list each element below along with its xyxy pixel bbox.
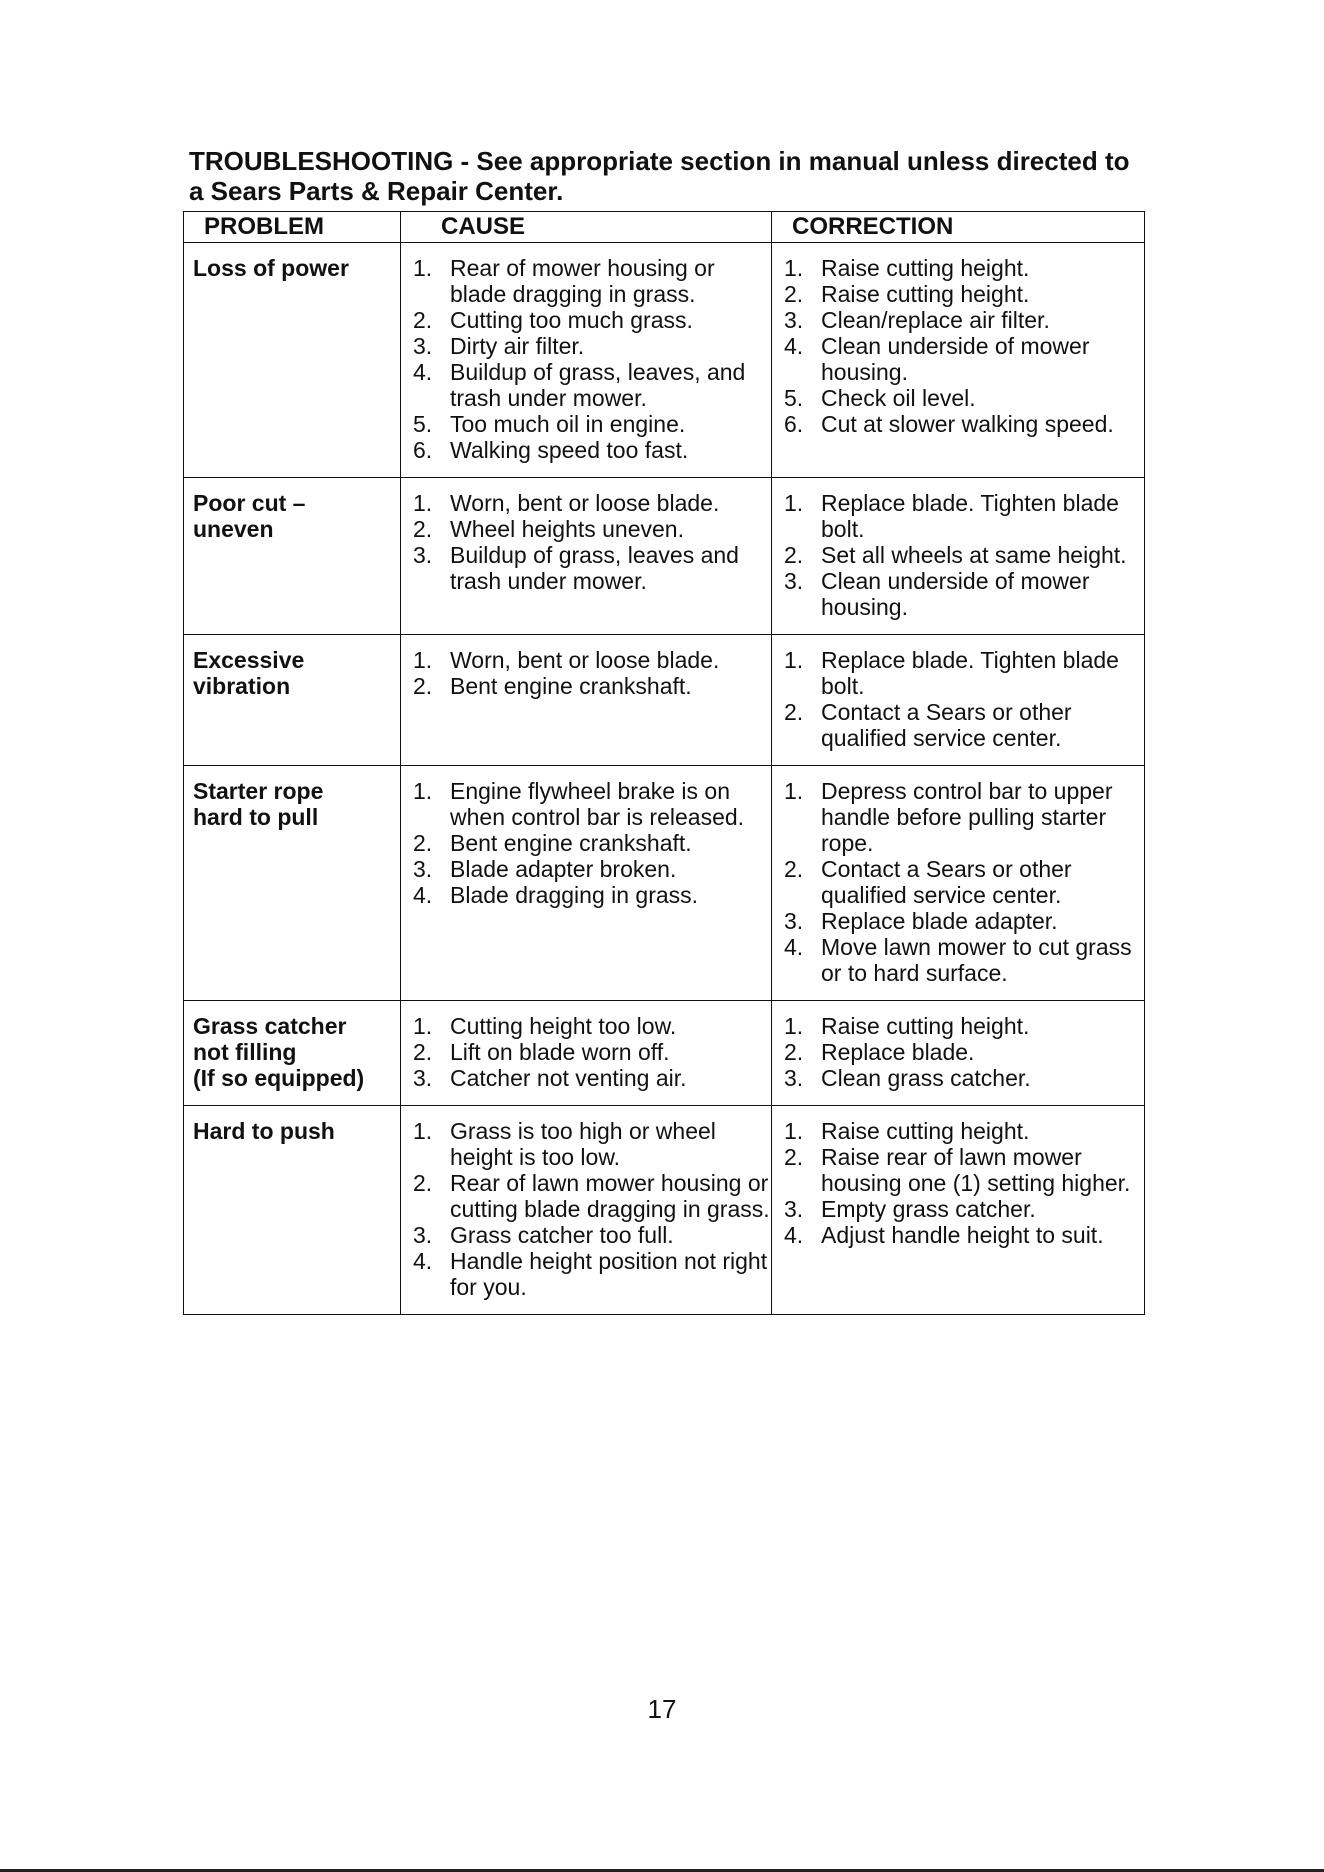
correction-item-text: Replace blade. Tighten blade bolt. bbox=[821, 490, 1119, 542]
problem-label: Grass catcher not filling (If so equipped) bbox=[193, 1013, 365, 1091]
correction-item bbox=[781, 385, 1144, 411]
correction-item bbox=[781, 490, 1144, 542]
correction-item-text: Adjust handle height to suit. bbox=[821, 1222, 1104, 1248]
correction-item bbox=[781, 568, 1144, 620]
cause-item bbox=[410, 673, 771, 699]
problem-label: Hard to push bbox=[193, 1118, 335, 1144]
correction-item-text: Empty grass catcher. bbox=[821, 1196, 1036, 1222]
correction-item-number: 2. bbox=[784, 1039, 804, 1065]
cause-item-text: Blade dragging in grass. bbox=[450, 882, 699, 908]
correction-item-text: Replace blade. Tighten blade bolt. bbox=[821, 647, 1119, 699]
cause-item bbox=[410, 359, 771, 411]
correction-item-text: Clean grass catcher. bbox=[821, 1065, 1031, 1091]
correction-item-text: Raise cutting height. bbox=[821, 1013, 1030, 1039]
correction-item-number: 3. bbox=[784, 1196, 804, 1222]
cause-item-text: Engine flywheel brake is on when control bar is released. bbox=[450, 778, 745, 830]
correction-item-number: 4. bbox=[784, 1222, 804, 1248]
correction-item-number: 1. bbox=[784, 1118, 804, 1144]
problem-cell bbox=[184, 478, 401, 635]
cause-item-number: 2. bbox=[413, 830, 433, 856]
cause-item-number: 1. bbox=[413, 255, 433, 281]
problem-label: Loss of power bbox=[193, 255, 349, 281]
correction-item bbox=[781, 1222, 1144, 1248]
table-body bbox=[184, 243, 1145, 1315]
cause-item-number: 1. bbox=[413, 647, 433, 673]
correction-item bbox=[781, 856, 1144, 908]
page-number: 17 bbox=[647, 1694, 677, 1724]
cause-item-text: Buildup of grass, leaves, and trash under mower. bbox=[450, 359, 746, 411]
cause-item-number: 3. bbox=[413, 856, 433, 882]
header-cause: CAUSE bbox=[401, 212, 772, 243]
cause-item-text: Handle height position not right for you. bbox=[450, 1248, 768, 1300]
cause-item-number: 4. bbox=[413, 1248, 433, 1274]
cause-item-number: 6. bbox=[413, 437, 433, 463]
table-header-row bbox=[184, 212, 1145, 243]
cause-item-number: 2. bbox=[413, 516, 433, 542]
cause-item bbox=[410, 307, 771, 333]
cause-item-text: Grass catcher too full. bbox=[450, 1222, 674, 1248]
cause-cell bbox=[401, 243, 772, 478]
correction-item-text: Move lawn mower to cut grass or to hard surface. bbox=[821, 934, 1132, 986]
table-row bbox=[184, 766, 1145, 1001]
correction-cell bbox=[772, 243, 1145, 478]
cause-item bbox=[410, 1118, 771, 1170]
cause-item bbox=[410, 1222, 771, 1248]
cause-item-text: Cutting too much grass. bbox=[450, 307, 693, 333]
correction-item bbox=[781, 542, 1144, 568]
table-row bbox=[184, 1106, 1145, 1315]
cause-item-number: 1. bbox=[413, 1118, 433, 1144]
problem-cell bbox=[184, 1106, 401, 1315]
correction-item-text: Check oil level. bbox=[821, 385, 976, 411]
correction-item bbox=[781, 1013, 1144, 1039]
cause-item-number: 3. bbox=[413, 1065, 433, 1091]
correction-item bbox=[781, 1039, 1144, 1065]
cause-item bbox=[410, 778, 771, 830]
correction-item-text: Raise rear of lawn mower housing one (1) setting higher. bbox=[821, 1144, 1131, 1196]
cause-item-number: 4. bbox=[413, 882, 433, 908]
cause-cell bbox=[401, 635, 772, 766]
correction-item-text: Depress control bar to upper handle before pulling starter rope. bbox=[821, 778, 1113, 856]
cause-item-text: Worn, bent or loose blade. bbox=[450, 647, 720, 673]
cause-item-text: Wheel heights uneven. bbox=[450, 516, 684, 542]
correction-item-number: 1. bbox=[784, 255, 804, 281]
cause-item bbox=[410, 437, 771, 463]
header-problem: PROBLEM bbox=[184, 212, 401, 243]
cause-item-text: Buildup of grass, leaves and trash under mower. bbox=[450, 542, 739, 594]
correction-item bbox=[781, 411, 1144, 437]
table-row bbox=[184, 635, 1145, 766]
cause-item bbox=[410, 1039, 771, 1065]
cause-item-number: 2. bbox=[413, 1039, 433, 1065]
correction-item-text: Clean underside of mower housing. bbox=[821, 333, 1090, 385]
correction-item-text: Clean underside of mower housing. bbox=[821, 568, 1090, 620]
correction-item-text: Contact a Sears or other qualified service center. bbox=[821, 856, 1072, 908]
cause-item bbox=[410, 1065, 771, 1091]
correction-item bbox=[781, 647, 1144, 699]
correction-item bbox=[781, 1065, 1144, 1091]
correction-item-number: 3. bbox=[784, 307, 804, 333]
cause-item-number: 3. bbox=[413, 333, 433, 359]
correction-item-text: Replace blade adapter. bbox=[821, 908, 1058, 934]
cause-item-number: 3. bbox=[413, 542, 433, 568]
cause-item-number: 4. bbox=[413, 359, 433, 385]
correction-item bbox=[781, 1144, 1144, 1196]
correction-item bbox=[781, 1118, 1144, 1144]
problem-label: Poor cut – uneven bbox=[193, 490, 306, 542]
problem-cell bbox=[184, 1001, 401, 1106]
cause-item-number: 2. bbox=[413, 1170, 433, 1196]
cause-item bbox=[410, 1248, 771, 1300]
problem-cell bbox=[184, 243, 401, 478]
cause-item-text: Bent engine crankshaft. bbox=[450, 830, 692, 856]
cause-item-text: Cutting height too low. bbox=[450, 1013, 677, 1039]
correction-item-number: 6. bbox=[784, 411, 804, 437]
correction-cell bbox=[772, 635, 1145, 766]
correction-cell bbox=[772, 1001, 1145, 1106]
cause-cell bbox=[401, 1001, 772, 1106]
table-row bbox=[184, 1001, 1145, 1106]
correction-item bbox=[781, 307, 1144, 333]
correction-item-number: 3. bbox=[784, 908, 804, 934]
correction-item-text: Replace blade. bbox=[821, 1039, 975, 1065]
cause-item-number: 1. bbox=[413, 1013, 433, 1039]
cause-item bbox=[410, 830, 771, 856]
cause-item bbox=[410, 647, 771, 673]
header-correction: CORRECTION bbox=[772, 212, 1145, 243]
correction-item-text: Raise cutting height. bbox=[821, 1118, 1030, 1144]
cause-item bbox=[410, 542, 771, 594]
correction-item bbox=[781, 778, 1144, 856]
correction-item-text: Set all wheels at same height. bbox=[821, 542, 1127, 568]
correction-item-text: Cut at slower walking speed. bbox=[821, 411, 1114, 437]
correction-item-number: 3. bbox=[784, 568, 804, 594]
correction-item bbox=[781, 281, 1144, 307]
correction-item-number: 5. bbox=[784, 385, 804, 411]
correction-item-text: Raise cutting height. bbox=[821, 255, 1030, 281]
cause-item bbox=[410, 490, 771, 516]
cause-cell bbox=[401, 478, 772, 635]
correction-item bbox=[781, 699, 1144, 751]
cause-item-number: 1. bbox=[413, 490, 433, 516]
correction-item bbox=[781, 934, 1144, 986]
cause-cell bbox=[401, 766, 772, 1001]
cause-item bbox=[410, 882, 771, 908]
cause-item-text: Catcher not venting air. bbox=[450, 1065, 687, 1091]
cause-item-text: Grass is too high or wheel height is too low. bbox=[450, 1118, 716, 1170]
correction-item-number: 2. bbox=[784, 281, 804, 307]
correction-item bbox=[781, 333, 1144, 385]
correction-item-text: Contact a Sears or other qualified service center. bbox=[821, 699, 1072, 751]
correction-item bbox=[781, 255, 1144, 281]
correction-item bbox=[781, 908, 1144, 934]
correction-item-number: 3. bbox=[784, 1065, 804, 1091]
correction-item-number: 4. bbox=[784, 333, 804, 359]
cause-item-text: Dirty air filter. bbox=[450, 333, 585, 359]
problem-label: Starter rope hard to pull bbox=[193, 778, 324, 830]
correction-item-number: 1. bbox=[784, 647, 804, 673]
page-title: TROUBLESHOOTING - See appropriate section in manual unless directed to a Sears Parts & Repair Center. bbox=[189, 146, 1130, 206]
cause-item-number: 5. bbox=[413, 411, 433, 437]
correction-item-number: 2. bbox=[784, 699, 804, 725]
cause-cell bbox=[401, 1106, 772, 1315]
cause-item-number: 2. bbox=[413, 307, 433, 333]
correction-item bbox=[781, 1196, 1144, 1222]
correction-item-number: 2. bbox=[784, 856, 804, 882]
correction-cell bbox=[772, 1106, 1145, 1315]
cause-item-text: Walking speed too fast. bbox=[450, 437, 689, 463]
cause-item bbox=[410, 856, 771, 882]
cause-item bbox=[410, 1170, 771, 1222]
problem-label: Excessive vibration bbox=[193, 647, 305, 699]
cause-item-number: 2. bbox=[413, 673, 433, 699]
cause-item bbox=[410, 255, 771, 307]
correction-cell bbox=[772, 766, 1145, 1001]
correction-cell bbox=[772, 478, 1145, 635]
cause-item-text: Blade adapter broken. bbox=[450, 856, 677, 882]
cause-item-text: Bent engine crankshaft. bbox=[450, 673, 692, 699]
cause-item bbox=[410, 516, 771, 542]
problem-cell bbox=[184, 766, 401, 1001]
cause-item-text: Rear of mower housing or blade dragging in grass. bbox=[450, 255, 715, 307]
problem-cell bbox=[184, 635, 401, 766]
correction-item-number: 4. bbox=[784, 934, 804, 960]
cause-item-number: 1. bbox=[413, 778, 433, 804]
table-row bbox=[184, 243, 1145, 478]
cause-item bbox=[410, 333, 771, 359]
correction-item-number: 2. bbox=[784, 1144, 804, 1170]
correction-item-number: 1. bbox=[784, 490, 804, 516]
cause-item-text: Worn, bent or loose blade. bbox=[450, 490, 720, 516]
cause-item bbox=[410, 1013, 771, 1039]
correction-item-number: 2. bbox=[784, 542, 804, 568]
correction-item-text: Clean/replace air filter. bbox=[821, 307, 1050, 333]
table-row bbox=[184, 478, 1145, 635]
cause-item-text: Too much oil in engine. bbox=[450, 411, 686, 437]
correction-item-text: Raise cutting height. bbox=[821, 281, 1030, 307]
correction-item-number: 1. bbox=[784, 1013, 804, 1039]
correction-item-number: 1. bbox=[784, 778, 804, 804]
cause-item-number: 3. bbox=[413, 1222, 433, 1248]
cause-item bbox=[410, 411, 771, 437]
troubleshooting-table bbox=[183, 211, 1145, 1315]
cause-item-text: Lift on blade worn off. bbox=[450, 1039, 670, 1065]
cause-item-text: Rear of lawn mower housing or cutting blade dragging in grass. bbox=[450, 1170, 770, 1222]
